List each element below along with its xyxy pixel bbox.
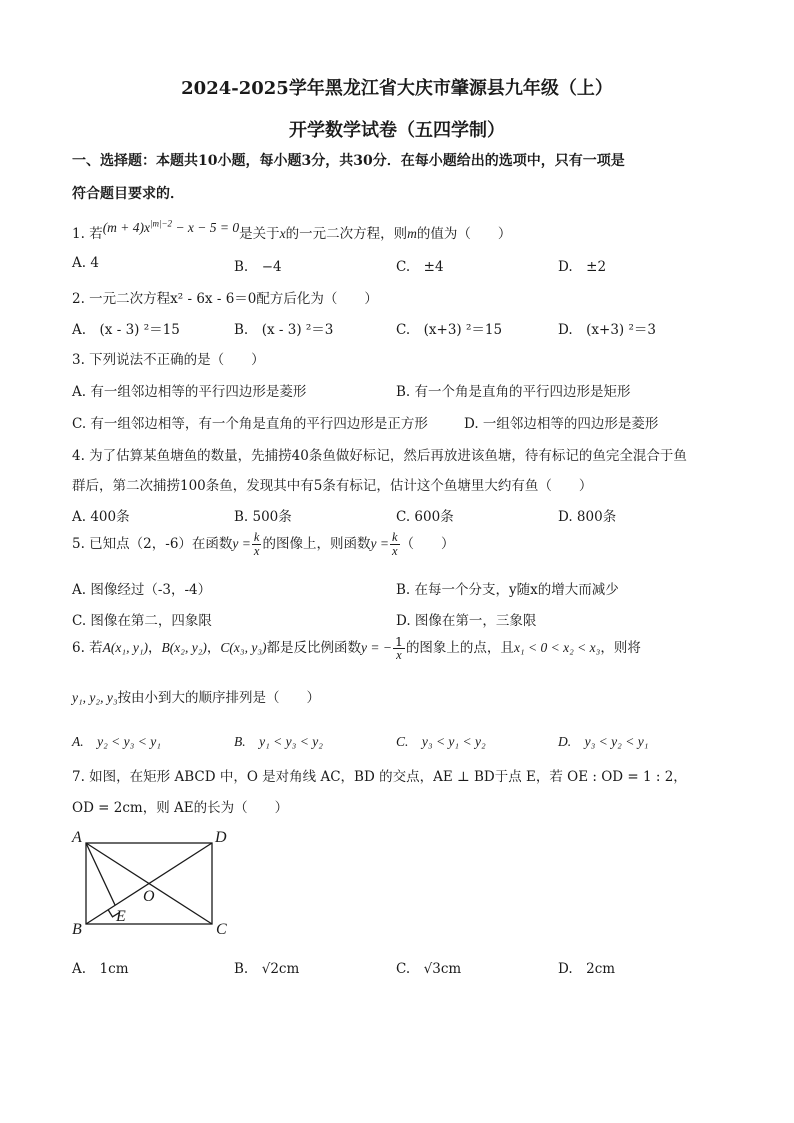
label-a: A bbox=[72, 829, 82, 846]
q5-function-2: y = bbox=[370, 536, 389, 552]
label-e: E bbox=[116, 908, 126, 925]
label-b: B bbox=[72, 921, 82, 938]
q1-option-b[interactable]: B. −4 bbox=[234, 259, 282, 275]
q6-pre: 6. 若 bbox=[72, 640, 103, 657]
q5-function: y = bbox=[232, 536, 251, 552]
q1-var: x bbox=[279, 226, 286, 241]
q6-point-c: C(x₃, y₃) bbox=[220, 640, 267, 656]
q1-exponent: |m|−2 bbox=[150, 218, 173, 229]
q3-option-b[interactable]: B. 有一个角是直角的平行四边形是矩形 bbox=[396, 384, 631, 400]
q1-pre: 若 bbox=[89, 226, 103, 242]
q4-option-c[interactable]: C. 600条 bbox=[396, 509, 454, 525]
q5-option-c[interactable]: C. 图像在第二，四象限 bbox=[72, 613, 212, 629]
q5-fraction-2 bbox=[390, 531, 400, 558]
q6-numerator: 1 bbox=[394, 634, 403, 649]
q2-option-d[interactable]: D. (x+3) ²＝3 bbox=[558, 322, 656, 338]
q5-option-d[interactable]: D. 图像在第一，三象限 bbox=[396, 613, 537, 629]
q6-fraction bbox=[393, 635, 405, 662]
q7-option-a[interactable]: A. 1cm bbox=[72, 961, 129, 977]
q4-option-b[interactable]: B. 500条 bbox=[234, 509, 292, 525]
question-7-cont: OD = 2cm，则 AE的长为（ ） bbox=[72, 800, 289, 816]
q6-point-b: B(x₂, y₂) bbox=[161, 640, 207, 656]
q7-option-c[interactable]: C. √3cm bbox=[396, 961, 462, 977]
label-d: D bbox=[215, 829, 227, 846]
q6-line2-text: 按由小到大的顺序排列是（ ） bbox=[117, 690, 321, 706]
q7-option-d[interactable]: D. 2cm bbox=[558, 961, 616, 977]
q1-option-d[interactable]: D. ±2 bbox=[558, 259, 607, 275]
q7-option-b[interactable]: B. √2cm bbox=[234, 961, 300, 977]
question-6 bbox=[72, 635, 641, 662]
q5-mid: 的图像上，则函数 bbox=[262, 536, 371, 553]
question-2: 2. 一元二次方程x² - 6x - 6＝0配方后化为（ ） bbox=[72, 291, 378, 307]
question-1 bbox=[72, 218, 512, 242]
q6-sep-2: ， bbox=[206, 640, 221, 657]
page-title: 2024-2025学年黑龙江省大庆市肇源县九年级（上） bbox=[181, 78, 613, 99]
q6-condition: x₁ < 0 < x₂ < x₃ bbox=[513, 640, 601, 656]
q3-option-c[interactable]: C. 有一组邻边相等，有一个角是直角的平行四边形是正方形 bbox=[72, 416, 428, 432]
q3-option-d[interactable]: D. 一组邻边相等的四边形是菱形 bbox=[464, 416, 659, 432]
q6-mid: 都是反比例函数 bbox=[266, 640, 362, 657]
q5-denominator: x bbox=[253, 544, 260, 559]
q5-numerator: k bbox=[253, 530, 260, 544]
q1-post: 的值为（ ） bbox=[416, 226, 512, 242]
q6-post: ，则将 bbox=[600, 640, 641, 657]
q1-equation bbox=[103, 220, 239, 235]
q5-post: （ ） bbox=[400, 536, 455, 553]
q6-sep-1: ， bbox=[148, 640, 162, 657]
q1-mid2: 的一元二次方程，则 bbox=[285, 226, 408, 242]
q4-option-d[interactable]: D. 800条 bbox=[558, 509, 617, 525]
q1-mid: 是关于 bbox=[239, 226, 280, 242]
q1-number: 1. bbox=[72, 226, 85, 242]
question-6-cont bbox=[72, 686, 320, 706]
q6-mid2: 的图象上的点，且 bbox=[405, 640, 514, 657]
q6-option-a[interactable]: A. y₂ < y₃ < y₁ bbox=[72, 734, 161, 749]
q1-eq: (m + 4)x bbox=[102, 220, 151, 235]
question-4: 4. 为了估算某鱼塘鱼的数量，先捕捞40条鱼做好标记，然后再放进该鱼塘，待有标记的鱼完全混合于鱼 bbox=[72, 448, 687, 464]
q5-denominator-2: x bbox=[391, 544, 398, 559]
q2-option-c[interactable]: C. (x+3) ²＝15 bbox=[396, 322, 503, 338]
q6-vars: y₁, y₂, y₃ bbox=[72, 690, 118, 705]
page-subtitle: 开学数学试卷（五四学制） bbox=[289, 120, 505, 141]
question-4-cont: 群后，第二次捕捞100条鱼，发现其中有5条有标记，估计这个鱼塘里大约有鱼（ ） bbox=[72, 478, 593, 494]
section-heading-cont: 符合题目要求的． bbox=[72, 186, 184, 202]
q5-numerator-2: k bbox=[391, 530, 398, 544]
q1-option-c[interactable]: C. ±4 bbox=[396, 259, 444, 275]
q5-option-a[interactable]: A. 图像经过（-3，-4） bbox=[72, 582, 212, 598]
q2-option-b[interactable]: B. (x - 3) ²＝3 bbox=[234, 322, 334, 338]
q6-option-c[interactable]: C. y₃ < y₁ < y₂ bbox=[396, 734, 486, 749]
rectangle-figure bbox=[66, 826, 236, 938]
q1-var2: m bbox=[407, 226, 417, 241]
label-c: C bbox=[216, 921, 227, 938]
section-heading: 一、选择题：本题共10小题，每小题3分，共30分．在每小题给出的选项中，只有一项是 bbox=[72, 153, 625, 169]
q6-denominator: x bbox=[396, 648, 402, 663]
label-o: O bbox=[143, 888, 155, 905]
q6-option-d[interactable]: D. y₃ < y₂ < y₁ bbox=[558, 734, 649, 749]
q5-pre: 5. 已知点（2，-6）在函数 bbox=[72, 536, 233, 553]
q3-option-a[interactable]: A. 有一组邻边相等的平行四边形是菱形 bbox=[72, 384, 307, 400]
q5-option-b[interactable]: B. 在每一个分支，y随x的增大而减少 bbox=[396, 582, 619, 598]
q2-option-a[interactable]: A. (x - 3) ²＝15 bbox=[72, 322, 180, 338]
q4-option-a[interactable]: A. 400条 bbox=[72, 509, 130, 525]
q1-eq-rest: − x − 5 = 0 bbox=[172, 220, 240, 235]
q6-function: y = − bbox=[361, 640, 392, 656]
question-5 bbox=[72, 531, 455, 558]
q5-fraction bbox=[252, 531, 262, 558]
q6-option-b[interactable]: B. y₁ < y₃ < y₂ bbox=[234, 734, 323, 749]
q1-option-a[interactable]: A. 4 bbox=[72, 255, 99, 271]
question-3: 3. 下列说法不正确的是（ ） bbox=[72, 352, 265, 368]
q6-point-a: A(x₁, y₁) bbox=[102, 640, 149, 656]
question-7: 7. 如图，在矩形 ABCD 中，O 是对角线 AC，BD 的交点，AE ⊥ BD于点 E，若 OE : OD = 1 : 2， bbox=[72, 769, 687, 785]
